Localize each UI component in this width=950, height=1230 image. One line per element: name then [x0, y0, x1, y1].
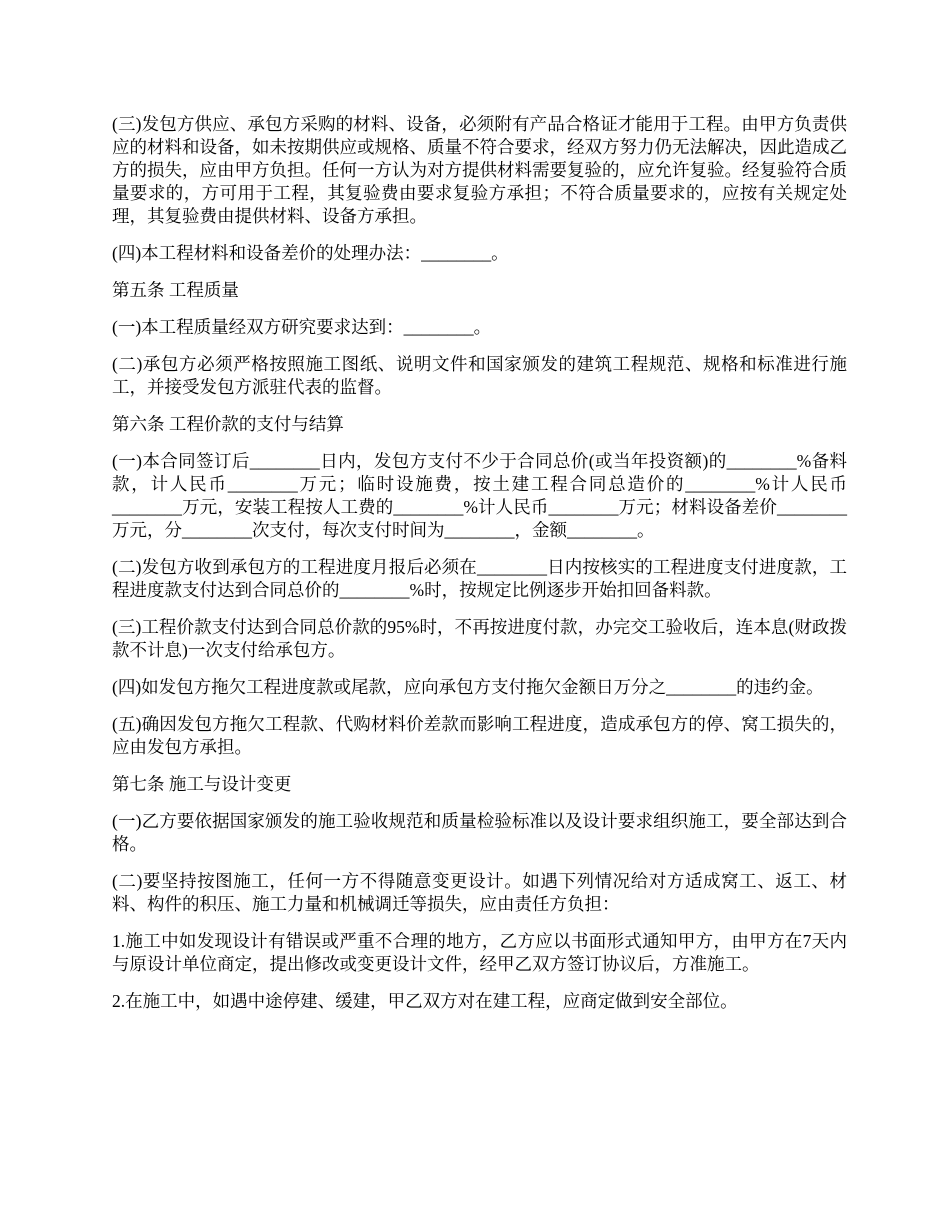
paragraph-progress-payment: (二)发包方收到承包方的工程进度月报后必须在________日内按核实的工程进度支付进度款，工程进度款支付达到合同总价的________%时，按规定比例逐步开始扣回备料款。 — [112, 557, 847, 600]
paragraph-final-payment: (三)工程价款支付达到合同总价款的95%时，不再按进度付款，办完交工验收后，连本息(财政拨款不计息)一次支付给承包方。 — [112, 617, 847, 660]
document-page — [112, 113, 847, 1013]
paragraph-price-difference: (四)本工程材料和设备差价的处理办法：________。 — [112, 243, 509, 263]
section-heading-article-6: 第六条 工程价款的支付与结算 — [112, 414, 344, 434]
paragraph-quality-requirement: (一)本工程质量经双方研究要求达到：________。 — [112, 317, 492, 337]
paragraph-suspension: 2.在施工中，如遇中途停建、缓建，甲乙双方对在建工程，应商定做到安全部位。 — [112, 991, 738, 1011]
paragraph-late-payment-penalty: (四)如发包方拖欠工程进度款或尾款，应向承包方支付拖欠金额日万分之________的违约金。 — [112, 677, 824, 697]
paragraph-delay-losses: (五)确因发包方拖欠工程款、代购材料价差款而影响工程进度，造成承包方的停、窝工损失的，应由发包方承担。 — [112, 714, 847, 757]
paragraph-materials-supply: (三)发包方供应、承包方采购的材料、设备，必须附有产品合格证才能用于工程。由甲方负责供应的材料和设备，如未按期供应或规格、质量不符合要求，经双方努力仍无法解决，因此造成乙方的损失，应由甲方负担。任何一方认为对方提供材料需要复验的，应允许复验。经复验符合质量要求的，方可用于工程，其复验费由要求复验方承担；不符合质量要求的，应按有关规定处理，其复验费由提供材料、设备方承担。 — [112, 114, 847, 226]
paragraph-construction-standards: (二)承包方必须严格按照施工图纸、说明文件和国家颁发的建筑工程规范、规格和标准进行施工，并接受发包方派驻代表的监督。 — [112, 354, 847, 397]
paragraph-advance-payment: (一)本合同签订后________日内，发包方支付不少于合同总价(或当年投资额)的________%备料款，计人民币________万元；临时设施费，按土建工程合同总造价的________%计人民币________万元，安装工程按人工费的________%计人民币________万元；材料设备差价________万元，分________次支付，每次支付时间为________，金额________。 — [112, 451, 847, 540]
section-heading-article-7: 第七条 施工与设计变更 — [112, 774, 292, 794]
paragraph-design-change: (二)要坚持按图施工，任何一方不得随意变更设计。如遇下列情况给对方适成窝工、返工、材料、构件的积压、施工力量和机械调迁等损失，应由责任方负担： — [112, 871, 847, 914]
paragraph-construction-acceptance: (一)乙方要依据国家颁发的施工验收规范和质量检验标准以及设计要求组织施工，要全部达到合格。 — [112, 811, 847, 854]
paragraph-design-error: 1.施工中如发现设计有错误或严重不合理的地方，乙方应以书面形式通知甲方，由甲方在7天内与原设计单位商定，提出修改或变更设计文件，经甲乙双方签订协议后，方准施工。 — [112, 931, 847, 974]
section-heading-article-5: 第五条 工程质量 — [112, 280, 239, 300]
